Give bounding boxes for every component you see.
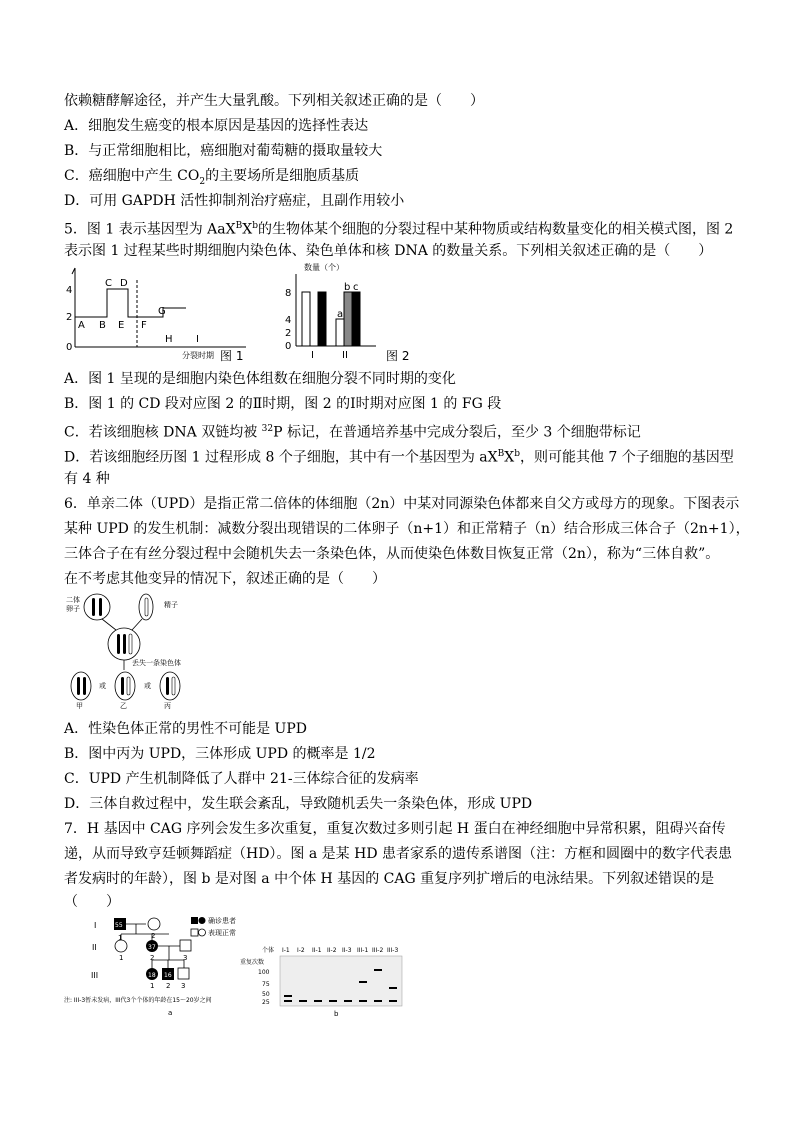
gel-lane-3: II-1 (312, 947, 322, 954)
q4-intro: 依赖糖酵解途径，并产生大量乳酸。下列相关叙述正确的是（ ） (64, 93, 484, 109)
fig1-seg-b: B (99, 320, 106, 331)
pedigree-caption: a (168, 1009, 173, 1017)
legend-affected-square (191, 917, 198, 924)
q7-stem-line4: （ ） (64, 894, 120, 910)
gel-header: 个体 (262, 947, 275, 954)
gel-lane-7: III-2 (372, 947, 384, 954)
q4-option-b: B．与正常细胞相比，癌细胞对葡萄糖的摄取量较大 (64, 143, 383, 159)
fig1-caption: 图 1 (220, 349, 244, 363)
fig1-seg-e: E (118, 320, 125, 331)
pedigree-num-iii2: 2 (166, 982, 171, 990)
pedigree-gen-i: I (94, 921, 97, 930)
fig1-seg-a: A (78, 320, 85, 331)
fig1-seg-h: H (165, 334, 173, 345)
q7-stem-line2: 递，从而导致亨廷顿舞蹈症（HD）。图 a 是某 HD 患者家系的遗传系谱图（注：方框和圆圈中的数字代表患 (64, 846, 733, 862)
gel-caption: b (334, 1010, 339, 1018)
gel-ylabel: 重复次数 (240, 959, 265, 966)
gel-lane-1: I-1 (282, 947, 290, 954)
q7-gel-figure (236, 944, 408, 1018)
legend-affected-label: 确诊患者 (208, 917, 236, 925)
q6-option-c: C．UPD 产生机制降低了人群中 21-三体综合征的发病率 (64, 771, 419, 787)
q4-option-d: D．可用 GAPDH 活性抑制剂治疗癌症，且副作用较小 (64, 193, 405, 209)
q6-jia: 甲 (76, 702, 83, 710)
legend-normal-label: 表现正常 (208, 929, 236, 937)
pedigree-age-18: 18 (148, 972, 156, 979)
q5-option-b: B．图 1 的 CD 段对应图 2 的Ⅱ时期，图 2 的Ⅰ时期对应图 1 的 FG 段 (64, 396, 502, 412)
q6-option-b: B．图中丙为 UPD，三体形成 UPD 的概率是 1/2 (64, 746, 376, 762)
q5-option-a: A．图 1 呈现的是细胞内染色体组数在细胞分裂不同时期的变化 (64, 371, 456, 387)
fig2-cat-ii: II (342, 350, 348, 361)
fig1-ytick-4: 4 (66, 285, 73, 296)
q5-option-d: D．若该细胞经历图 1 过程形成 8 个子细胞，其中有一个基因型为 $aX^BX^b$，则可能其他 7 个子细胞的基因型 (64, 449, 734, 466)
gel-lane-6: III-1 (357, 947, 369, 954)
gel-ytick-75: 75 (262, 981, 270, 988)
gel-lane-2: I-2 (297, 947, 305, 954)
gel-ytick-100: 100 (258, 969, 270, 976)
q5-figure-1 (60, 262, 260, 366)
q5-stem-line2: 表示图 1 过程某些时期细胞内染色体、染色单体和核 DNA 的数量关系。下列相关叙述正确的是（ ） (64, 243, 713, 259)
q5-option-d-cont: 有 4 种 (64, 471, 110, 487)
q6-sperm-label: 精子 (164, 601, 178, 609)
q7-stem-line3: 者发病时的年龄），图 b 是对图 a 中个体 H 基因的 CAG 重复序列扩增后的电泳结果。下列叙述错误的是 (64, 871, 715, 887)
fig1-ytick-2: 2 (66, 312, 73, 323)
gel-lane-5: II-3 (342, 947, 352, 954)
q5-option-c: C．若该细胞核 DNA 双链均被 $^{32}$P 标记，在普通培养基中完成分裂后，至少 3 个细胞带标记 (64, 424, 641, 441)
q6-lose-label: 丢失一条染色体 (132, 659, 181, 667)
fig1-xlabel: 分裂时期 (182, 351, 214, 360)
q6-stem-line1: 6．单亲二体（UPD）是指正常二倍体的体细胞（2n）中某对同源染色体都来自父方或母方的现象。下图表示 (64, 496, 740, 512)
pedigree-gen-iii: III (91, 971, 99, 980)
q6-bing: 丙 (164, 702, 171, 710)
gel-ytick-50: 50 (262, 991, 270, 998)
fig2-label-a: a (337, 309, 344, 320)
pedigree-num-iii3: 3 (181, 982, 186, 990)
q6-option-d: D．三体自救过程中，发生联会紊乱，导致随机丢失一条染色体，形成 UPD (64, 796, 533, 812)
fig2-ytick-4: 4 (285, 315, 292, 326)
q6-stem-line3: 三体合子在有丝分裂过程中会随机失去一条染色体，从而使染色体数目恢复正常（2n），称为“三体自救”。 (64, 546, 720, 562)
fig2-label-b: b (344, 282, 351, 293)
fig2-ytick-0: 0 (285, 341, 292, 352)
fig2-bar-ii-b (344, 292, 352, 346)
q6-yi: 乙 (120, 702, 127, 710)
fig2-ytick-2: 2 (285, 328, 292, 339)
fig1-seg-c: C (105, 278, 112, 289)
pedigree-num-i2: 2 (151, 932, 156, 940)
q6-trisomy-rescue-figure (64, 592, 204, 712)
pedigree-age-55: 55 (115, 922, 123, 929)
q7-stem-line1: 7．H 基因中 CAG 序列会发生多次重复，重复次数过多则引起 H 蛋白在神经细胞中异常积累，阻碍兴奋传 (64, 821, 726, 837)
q5-figure-2 (280, 260, 420, 366)
q6-or2: 或 (144, 682, 151, 690)
fig1-ytick-0: 0 (66, 342, 73, 353)
q7-pedigree-figure (64, 912, 264, 1018)
q6-or1: 或 (99, 682, 106, 690)
pedigree-num-i1: 1 (118, 934, 123, 942)
pedigree-num-ii3: 3 (183, 954, 188, 962)
gel-lane-4: II-2 (327, 947, 337, 954)
fig1-seg-i: I (196, 334, 199, 345)
fig2-bar-ii-a (336, 319, 344, 346)
fig1-seg-g: G (158, 306, 166, 317)
fig2-bar-ii-c (352, 292, 360, 346)
q4-option-a: A．细胞发生癌变的根本原因是基因的选择性表达 (64, 118, 369, 134)
pedigree-gen-ii: II (92, 943, 97, 952)
fig1-seg-f: F (141, 320, 147, 331)
fig2-label-c: c (353, 282, 359, 293)
fig2-cat-i: I (311, 350, 314, 361)
fig2-bar-i-c (318, 292, 326, 346)
gel-lane-8: III-3 (387, 947, 399, 954)
pedigree-num-ii1: 1 (119, 954, 124, 962)
pedigree-note: 注: III-3暂未发病，III代3个个体的年龄在15～20岁之间 (64, 997, 212, 1004)
pedigree-age-37: 37 (148, 944, 156, 951)
q6-egg-label2: 卵子 (66, 605, 80, 613)
fig2-ytick-8: 8 (285, 288, 292, 299)
gel-ytick-25: 25 (262, 999, 270, 1006)
fig2-bar-i-a (302, 292, 310, 346)
fig2-ylabel: 数量（个） (304, 263, 344, 272)
q6-stem-line2: 某种 UPD 的发生机制：减数分裂出现错误的二体卵子（n+1）和正常精子（n）结合形成三体合子（2n+1）， (64, 521, 750, 537)
pedigree-num-ii2: 2 (150, 954, 155, 962)
pedigree-num-iii1: 1 (150, 982, 155, 990)
q4-option-c: C．癌细胞中产生 $CO_2$的主要场所是细胞质基质 (64, 168, 360, 187)
fig1-seg-d: D (120, 278, 128, 289)
q5-stem-line1: 5．图 1 表示基因型为 $AaX^BX^b$的生物体某个细胞的分裂过程中某种物质或结构数量变化的相关模式图，图 2 (64, 221, 734, 238)
fig2-caption: 图 2 (386, 349, 410, 363)
q6-egg-label1: 二体 (66, 596, 80, 604)
q6-stem-line4: 在不考虑其他变异的情况下，叙述正确的是（ ） (64, 571, 386, 587)
q6-option-a: A．性染色体正常的男性不可能是 UPD (64, 721, 308, 737)
pedigree-age-16: 16 (164, 972, 172, 979)
legend-affected-circle (199, 917, 206, 924)
